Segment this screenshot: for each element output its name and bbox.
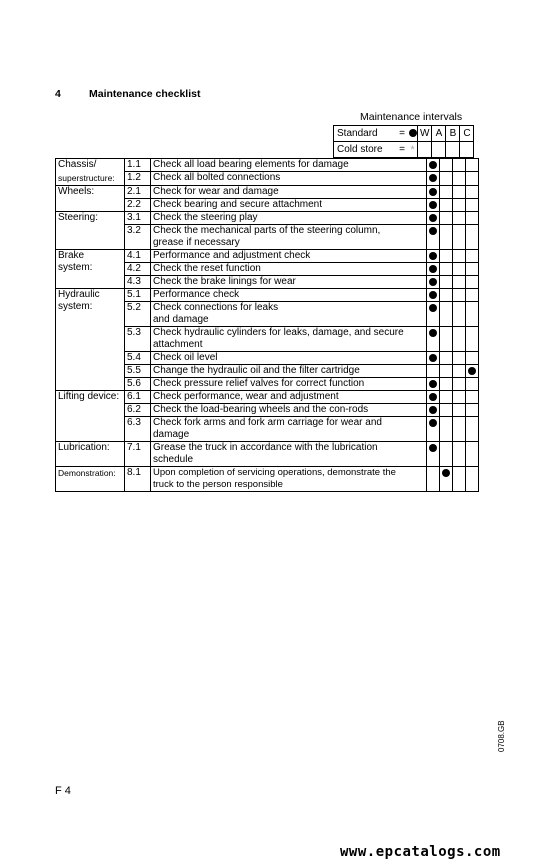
item-description-line: Check the load-bearing wheels and the con-rods xyxy=(153,403,369,415)
interval-dot-icon xyxy=(429,161,437,169)
item-description xyxy=(151,301,427,326)
group-name: Chassis/ xyxy=(58,159,97,170)
interval-cell-b xyxy=(453,377,466,390)
group-name: Wheels: xyxy=(58,185,95,197)
item-number: 3.1 xyxy=(125,211,151,224)
interval-cell-c xyxy=(466,159,479,172)
cold-store-equals: = xyxy=(394,142,408,158)
interval-cell-w xyxy=(427,416,440,441)
item-number: 5.4 xyxy=(125,351,151,364)
item-description xyxy=(151,198,427,211)
item-description-line: Check all bolted connections xyxy=(153,172,281,183)
item-description-line: Check fork arms and fork arm carriage for wear and xyxy=(153,416,382,428)
interval-dot-icon xyxy=(429,188,437,196)
group-cell xyxy=(56,262,125,275)
interval-cell-a xyxy=(440,441,453,466)
table-row xyxy=(56,390,479,403)
interval-cell-c xyxy=(466,172,479,186)
interval-dot-icon xyxy=(429,278,437,286)
item-number: 2.2 xyxy=(125,198,151,211)
interval-cell-b xyxy=(453,224,466,249)
intervals-legend xyxy=(333,125,474,158)
group-name: Demonstration: xyxy=(58,467,116,478)
column-b: B xyxy=(446,126,460,142)
interval-cell-c xyxy=(466,466,479,491)
item-number: 4.1 xyxy=(125,249,151,262)
maintenance-checklist-table xyxy=(55,158,479,492)
interval-dot-icon xyxy=(429,329,437,337)
column-w: W xyxy=(418,126,432,142)
item-number: 6.3 xyxy=(125,416,151,441)
section-title: Maintenance checklist xyxy=(89,88,201,100)
standard-label: Standard xyxy=(334,126,395,142)
table-row xyxy=(56,262,479,275)
group-cell xyxy=(56,416,125,441)
item-number: 6.1 xyxy=(125,390,151,403)
item-description-line: Check the reset function xyxy=(153,262,261,274)
column-c: C xyxy=(460,126,474,142)
interval-cell-w xyxy=(427,249,440,262)
interval-cell-c xyxy=(466,224,479,249)
page-number: F 4 xyxy=(55,785,71,797)
group-cell xyxy=(56,275,125,288)
item-description-line: truck to the person responsible xyxy=(153,478,283,490)
group-cell xyxy=(56,185,125,198)
item-description xyxy=(151,172,427,186)
interval-cell-a xyxy=(440,326,453,351)
interval-cell-w xyxy=(427,377,440,390)
interval-cell-b xyxy=(453,262,466,275)
interval-cell-w xyxy=(427,275,440,288)
item-description-line: Performance and adjustment check xyxy=(153,249,311,261)
interval-cell-a xyxy=(440,198,453,211)
interval-cell-c xyxy=(466,185,479,198)
intervals-title: Maintenance intervals xyxy=(360,111,463,123)
item-description xyxy=(151,377,427,390)
interval-dot-icon xyxy=(429,393,437,401)
interval-dot-icon xyxy=(429,354,437,362)
item-number: 5.6 xyxy=(125,377,151,390)
item-number: 6.2 xyxy=(125,403,151,416)
interval-cell-a xyxy=(440,288,453,301)
table-row xyxy=(56,377,479,390)
interval-dot-icon xyxy=(429,380,437,388)
item-description-line: Check hydraulic cylinders for leaks, damage, and secure xyxy=(153,326,404,338)
item-description xyxy=(151,224,427,249)
item-description-line: attachment xyxy=(153,338,203,350)
group-cell xyxy=(56,249,125,262)
item-number: 5.2 xyxy=(125,301,151,326)
interval-dot-icon xyxy=(429,406,437,414)
table-row xyxy=(56,466,479,491)
interval-cell-b xyxy=(453,416,466,441)
table-row xyxy=(56,288,479,301)
interval-cell-c xyxy=(466,301,479,326)
item-description xyxy=(151,262,427,275)
item-description-line: damage xyxy=(153,428,190,440)
interval-cell-b xyxy=(453,301,466,326)
interval-cell-w xyxy=(427,198,440,211)
standard-dot-icon xyxy=(408,126,418,142)
item-description-line: Check the mechanical parts of the steering column, xyxy=(153,224,381,236)
item-description-line: Check pressure relief valves for correct function xyxy=(153,377,365,389)
item-description-line: Check bearing and secure attachment xyxy=(153,198,322,210)
interval-cell-w xyxy=(427,326,440,351)
interval-cell-c xyxy=(466,198,479,211)
item-description xyxy=(151,159,427,172)
item-description-line: Performance check xyxy=(153,288,240,300)
item-description-line: Check all load bearing elements for damage xyxy=(153,159,349,170)
item-description-line: and damage xyxy=(153,313,209,325)
item-description xyxy=(151,288,427,301)
item-description xyxy=(151,211,427,224)
group-cell xyxy=(56,441,125,466)
group-cell xyxy=(56,377,125,390)
item-number: 5.3 xyxy=(125,326,151,351)
group-name: Steering: xyxy=(58,211,99,223)
interval-dot-icon xyxy=(429,201,437,209)
item-number: 2.1 xyxy=(125,185,151,198)
item-description-line: Check oil level xyxy=(153,351,218,363)
item-number: 7.1 xyxy=(125,441,151,466)
group-name: Hydraulic xyxy=(58,288,100,300)
group-name: Lubrication: xyxy=(58,441,110,453)
interval-cell-b xyxy=(453,288,466,301)
interval-cell-b xyxy=(453,351,466,364)
table-row xyxy=(56,416,479,441)
interval-cell-c xyxy=(466,275,479,288)
interval-cell-a xyxy=(440,224,453,249)
interval-cell-w xyxy=(427,262,440,275)
interval-cell-a xyxy=(440,249,453,262)
interval-cell-a xyxy=(440,275,453,288)
interval-cell-w xyxy=(427,172,440,186)
item-description-line: grease if necessary xyxy=(153,236,240,248)
item-description xyxy=(151,185,427,198)
group-cell xyxy=(56,172,125,186)
interval-cell-b xyxy=(453,403,466,416)
item-description xyxy=(151,466,427,491)
interval-cell-a xyxy=(440,159,453,172)
interval-cell-b xyxy=(453,326,466,351)
table-row xyxy=(56,326,479,351)
interval-cell-a xyxy=(440,301,453,326)
interval-dot-icon xyxy=(429,227,437,235)
interval-cell-w xyxy=(427,288,440,301)
interval-dot-icon xyxy=(429,444,437,452)
interval-cell-a xyxy=(440,377,453,390)
interval-cell-c xyxy=(466,211,479,224)
interval-cell-a xyxy=(440,364,453,377)
interval-dot-icon xyxy=(429,304,437,312)
item-description-line: Check for wear and damage xyxy=(153,185,279,197)
item-description xyxy=(151,441,427,466)
interval-cell-a xyxy=(440,416,453,441)
group-cell xyxy=(56,466,125,491)
interval-cell-w xyxy=(427,403,440,416)
item-number: 1.2 xyxy=(125,172,151,186)
item-description xyxy=(151,249,427,262)
item-description-line: Check connections for leaks xyxy=(153,301,279,313)
interval-cell-a xyxy=(440,403,453,416)
table-row xyxy=(56,172,479,186)
interval-cell-c xyxy=(466,441,479,466)
standard-equals: = xyxy=(394,126,408,142)
interval-cell-c xyxy=(466,262,479,275)
group-name: Brake xyxy=(58,249,85,261)
interval-cell-w xyxy=(427,185,440,198)
interval-cell-w xyxy=(427,390,440,403)
interval-dot-icon xyxy=(429,265,437,273)
interval-cell-c xyxy=(466,326,479,351)
interval-cell-c xyxy=(466,403,479,416)
interval-cell-b xyxy=(453,275,466,288)
column-a: A xyxy=(432,126,446,142)
interval-cell-b xyxy=(453,249,466,262)
interval-cell-w xyxy=(427,301,440,326)
interval-cell-b xyxy=(453,466,466,491)
item-description-line: Change the hydraulic oil and the filter cartridge xyxy=(153,364,360,376)
table-row xyxy=(56,441,479,466)
interval-cell-b xyxy=(453,390,466,403)
interval-cell-b xyxy=(453,198,466,211)
table-row xyxy=(56,364,479,377)
item-description xyxy=(151,416,427,441)
interval-cell-c xyxy=(466,377,479,390)
table-row xyxy=(56,159,479,172)
item-description xyxy=(151,364,427,377)
interval-dot-icon xyxy=(442,469,450,477)
item-number: 5.1 xyxy=(125,288,151,301)
interval-dot-icon xyxy=(429,419,437,427)
group-cell xyxy=(56,301,125,326)
interval-cell-b xyxy=(453,172,466,186)
item-description-line: Grease the truck in accordance with the lubrication xyxy=(153,441,378,453)
interval-dot-icon xyxy=(429,252,437,260)
item-description xyxy=(151,390,427,403)
group-cell xyxy=(56,403,125,416)
interval-cell-b xyxy=(453,211,466,224)
table-row xyxy=(56,198,479,211)
interval-cell-w xyxy=(427,441,440,466)
item-number: 1.1 xyxy=(125,159,151,172)
interval-cell-b xyxy=(453,364,466,377)
interval-cell-a xyxy=(440,172,453,186)
group-cell xyxy=(56,390,125,403)
interval-cell-b xyxy=(453,441,466,466)
interval-cell-c xyxy=(466,249,479,262)
interval-cell-w xyxy=(427,466,440,491)
interval-cell-w xyxy=(427,364,440,377)
item-number: 4.3 xyxy=(125,275,151,288)
interval-cell-c xyxy=(466,288,479,301)
table-row xyxy=(56,275,479,288)
item-description-line: schedule xyxy=(153,453,194,465)
item-description xyxy=(151,403,427,416)
interval-cell-w xyxy=(427,159,440,172)
interval-cell-a xyxy=(440,466,453,491)
group-cell xyxy=(56,326,125,351)
interval-cell-w xyxy=(427,351,440,364)
interval-cell-a xyxy=(440,211,453,224)
item-number: 4.2 xyxy=(125,262,151,275)
item-description xyxy=(151,326,427,351)
item-description-line: Check performance, wear and adjustment xyxy=(153,390,339,402)
table-row xyxy=(56,351,479,364)
section-number: 4 xyxy=(55,88,61,100)
table-row xyxy=(56,403,479,416)
group-name-line2: superstructure: xyxy=(58,172,115,183)
item-number: 3.2 xyxy=(125,224,151,249)
interval-dot-icon xyxy=(468,367,476,375)
group-cell xyxy=(56,224,125,249)
interval-cell-c xyxy=(466,390,479,403)
table-row xyxy=(56,185,479,198)
interval-dot-icon xyxy=(429,174,437,182)
interval-cell-w xyxy=(427,224,440,249)
interval-cell-c xyxy=(466,364,479,377)
item-description xyxy=(151,351,427,364)
group-name-line2: system: xyxy=(58,301,93,312)
table-row xyxy=(56,211,479,224)
group-cell xyxy=(56,159,125,172)
interval-cell-w xyxy=(427,211,440,224)
interval-cell-b xyxy=(453,185,466,198)
item-description xyxy=(151,275,427,288)
group-cell xyxy=(56,198,125,211)
interval-cell-c xyxy=(466,416,479,441)
interval-cell-a xyxy=(440,351,453,364)
interval-cell-b xyxy=(453,159,466,172)
group-name-line2: system: xyxy=(58,262,93,273)
group-cell xyxy=(56,211,125,224)
item-description-line: Upon completion of servicing operations, demonstrate the xyxy=(153,466,396,478)
group-cell xyxy=(56,351,125,364)
interval-cell-a xyxy=(440,390,453,403)
interval-dot-icon xyxy=(429,291,437,299)
table-row xyxy=(56,249,479,262)
group-name: Lifting device: xyxy=(58,390,120,402)
cold-store-label: Cold store xyxy=(334,142,395,158)
interval-cell-a xyxy=(440,262,453,275)
interval-dot-icon xyxy=(429,214,437,222)
item-number: 5.5 xyxy=(125,364,151,377)
cold-store-star-icon: * xyxy=(408,142,418,158)
item-description-line: Check the steering play xyxy=(153,211,258,223)
interval-cell-c xyxy=(466,351,479,364)
group-cell xyxy=(56,364,125,377)
item-description-line: Check the brake linings for wear xyxy=(153,275,296,287)
watermark-url: www.epcatalogs.com xyxy=(340,844,501,860)
group-cell xyxy=(56,288,125,301)
table-row xyxy=(56,224,479,249)
table-row xyxy=(56,301,479,326)
item-number: 8.1 xyxy=(125,466,151,491)
section-heading xyxy=(55,88,200,100)
interval-cell-a xyxy=(440,185,453,198)
document-id: 0708.GB xyxy=(497,720,506,752)
